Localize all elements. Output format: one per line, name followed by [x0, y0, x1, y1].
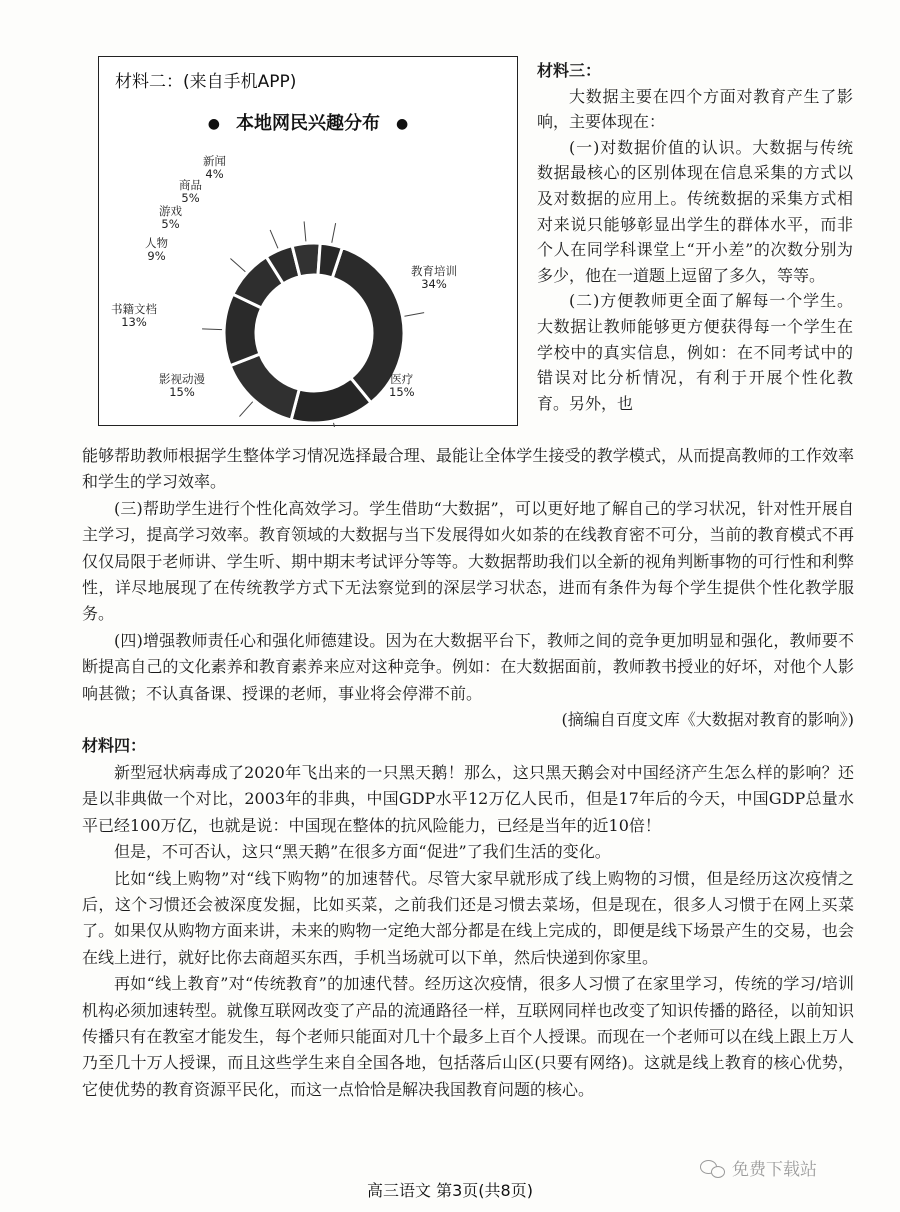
slice-value: 13% [121, 315, 147, 329]
slice-name: 商品 [179, 178, 202, 192]
slice-name: 新闻 [203, 154, 226, 168]
watermark [700, 1155, 817, 1180]
paragraph: 大数据主要在四个方面对教育产生了影响，主要体现在： [537, 86, 853, 132]
slice-label-4 [145, 237, 168, 263]
slice-value: 15% [169, 385, 195, 399]
slice-name: 游戏 [159, 204, 182, 218]
chat-bubbles-icon [700, 1158, 726, 1178]
watermark-text: 免费下载站 [732, 1160, 817, 1180]
figure-label: 材料二：(来自手机APP) [115, 72, 297, 92]
leader-line-7 [332, 223, 336, 243]
paragraph: 比如“线上购物”对“线下购物”的加速替代。尽管大家早就形成了线上购物的习惯，但是经历这次疫情之后，这个习惯还会被深度发掘，比如买菜，之前我们还是习惯去菜场，但是现在，很多人习惯于在网上买菜了。如果仅从购物方面来讲，未来的购物一定绝大部分都是在线上完成的，即便是线下场景产生的交易，也会在线上进行，就好比你去商超买东西，手机当场就可以下单，然后快递到你家里。 [82, 868, 854, 967]
slice-name: 教育培训 [411, 264, 457, 278]
material3-column [537, 58, 853, 416]
slice-name: 人物 [145, 236, 168, 250]
paragraph: (一)对数据价值的认识。大数据与传统数据最核心的区别体现在信息采集的方式以及对数据的应用上。传统数据的采集方式相对来说只能够彰显出学生的群体水平，而非个人在同学科课堂上“开小差”的次数分别为多少，他在一道题上逗留了多久，等等。 [537, 137, 853, 285]
slice-label-2 [159, 373, 205, 399]
paragraph: 再如“线上教育”对“传统教育”的加速代替。经历这次疫情，很多人习惯了在家里学习，传统的学习/培训机构必须加速转型。就像互联网改变了产品的流通路径一样，互联网同样也改变了知识传播的路径，以前知识传播只有在教室才能发生，每个老师只能面对几十个最多上百个人授课。而现在一个老师可以在线上跟上万人乃至几十万人授课，而且这些学生来自全国各地，包括落后山区(只要有网络)。这就是线上教育的核心优势，它使优势的教育资源平民化，而这一点恰恰是解决我国教育问题的核心。 [82, 974, 854, 1099]
leader-line-3 [202, 329, 222, 330]
figure-material2 [98, 56, 518, 426]
paragraph-continuation: 能够帮助教师根据学生整体学习情况选择最合理、最能让全体学生接受的教学模式，从而提高教师的工作效率和学生的学习效率。 [82, 446, 854, 492]
slice-value: 5% [181, 191, 200, 205]
material3-heading: 材料三： [537, 61, 602, 80]
slice-value: 5% [161, 217, 180, 231]
bullet-left-icon: ● [207, 116, 220, 132]
slice-value: 15% [389, 385, 415, 399]
paragraph: 但是，不可否认，这只“黑天鹅”在很多方面“促进”了我们生活的变化。 [114, 842, 611, 862]
slice-label-3 [111, 303, 157, 329]
leader-line-0 [404, 313, 424, 317]
slice-name: 影视动漫 [159, 372, 205, 386]
leader-line-4 [230, 258, 245, 271]
slice-name: 医疗 [390, 372, 414, 386]
slice-value: 9% [147, 249, 166, 263]
slice-label-7 [203, 155, 226, 181]
slice-value: 34% [421, 277, 447, 291]
slice-name: 书籍文档 [111, 302, 157, 316]
leader-line-2 [239, 402, 252, 417]
paragraph: 新型冠状病毒成了2020年飞出来的一只黑天鹅！那么，这只黑天鹅会对中国经济产生怎么样的影响？还是以非典做一个对比，2003年的非典，中国GDP水平12万亿人民币，但是17年后的今天，中国GDP总量水平已经100万亿，也就是说：中国现在整体的抗风险能力，已经是当年的近10倍！ [82, 762, 854, 835]
leader-line-5 [270, 230, 278, 248]
paragraph: (四)增强教师责任心和强化师德建设。因为在大数据平台下，教师之间的竞争更加明显和强化，教师要不断提高自己的文化素养和教育素养来应对这种竞争。例如：在大数据面前，教师教书授业的好坏，对他个人影响甚微；不认真备课、授课的老师，事业将会停滞不前。 [82, 630, 854, 703]
slice-label-0 [411, 265, 457, 291]
slice-label-1 [389, 373, 415, 399]
leader-line-1 [334, 423, 338, 427]
source-citation: (摘编自百度文库《大数据对教育的影响》) [561, 710, 854, 730]
slice-value: 4% [205, 167, 224, 181]
leader-line-6 [304, 221, 306, 241]
slice-label-5 [159, 205, 182, 231]
chart-title-text: 本地网民兴趣分布 [236, 113, 380, 134]
page-footer: 高三语文 第3页(共8页) [367, 1181, 533, 1200]
paragraph: (二)方便教师更全面了解每一个学生。大数据让教师能够更方便获得每一个学生在学校中的真实信息，例如：在不同考试中的错误对比分析情况，有利于开展个性化教育。另外，也 [537, 291, 853, 413]
slice-label-6 [179, 179, 202, 205]
bullet-right-icon: ● [396, 116, 409, 132]
material4-heading: 材料四： [82, 736, 147, 756]
main-text [82, 443, 854, 1103]
donut-slice-2 [230, 354, 299, 420]
paragraph: (三)帮助学生进行个性化高效学习。学生借助“大数据”，可以更好地了解自己的学习状况，针对性开展自主学习，提高学习效率。教育领域的大数据与当下发展得如火如荼的在线教育密不可分，当前的教育模式不再仅仅局限于老师讲、学生听、期中期末考试评分等等。大数据帮助我们以全新的视角判断事物的可行性和利弊性，详尽地展现了在传统教学方式下无法察觉到的深层学习状态，进而有条件为每个学生提供个性化教学服务。 [82, 498, 854, 624]
